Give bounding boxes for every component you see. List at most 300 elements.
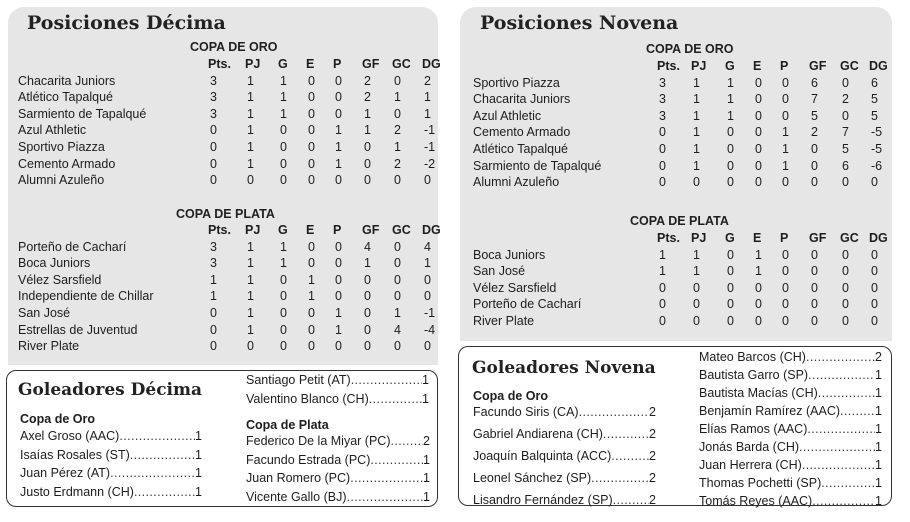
dot-leader	[130, 448, 195, 467]
table-cell: 1	[247, 123, 254, 138]
table-cell: 1	[727, 108, 734, 123]
table-cell: -5	[871, 125, 883, 140]
team-name: Independiente de Chillar	[18, 289, 154, 304]
scorer-name: Facundo Estrada (PC)	[246, 452, 371, 467]
column-header: P	[333, 223, 342, 237]
table-cell: 4	[364, 239, 371, 254]
scorer-name: Juan Herrera (CH)	[699, 458, 802, 472]
table-cell: 0	[693, 280, 700, 295]
team-name: Atlético Tapalqué	[18, 90, 113, 105]
scorer-goals: 1	[875, 368, 882, 382]
column-header: PJ	[691, 59, 707, 73]
table-cell: -1	[424, 123, 436, 138]
team-name: Alumni Azuleño	[18, 173, 105, 188]
dot-leader	[347, 490, 424, 509]
scorer-name: Vicente Gallo (BJ)	[246, 489, 347, 504]
scorer-goals: 2	[649, 471, 656, 485]
column-header: G	[725, 231, 735, 245]
table-row	[473, 264, 893, 281]
table-cell: 3	[210, 239, 217, 254]
table-cell: 1	[335, 139, 342, 154]
scorer-name: Benjamín Ramírez (AAC)	[699, 404, 841, 418]
table-cell: 2	[394, 123, 401, 138]
table-header-row	[473, 231, 893, 248]
table-cell: 4	[424, 239, 431, 254]
table-cell: 1	[210, 289, 217, 304]
table-cell: 0	[727, 247, 734, 262]
table-cell: 1	[280, 73, 287, 88]
table-cell: 0	[308, 239, 315, 254]
table-cell: -1	[424, 139, 436, 154]
table-cell: -4	[424, 322, 436, 337]
scorer-name: Tomás Reyes (AAC)	[699, 494, 813, 508]
table-cell: 0	[280, 156, 287, 171]
table-cell: -5	[871, 141, 883, 156]
table-cell: 0	[335, 256, 342, 271]
scorer-row	[246, 453, 430, 472]
table-cell: 1	[335, 322, 342, 337]
scorer-name: Santiago Petit (AT)	[246, 373, 351, 387]
table-row	[473, 314, 893, 331]
table-cell: 0	[394, 256, 401, 271]
table-cell: 0	[782, 92, 789, 107]
table-cell: 3	[210, 90, 217, 105]
dot-leader	[611, 449, 649, 471]
scorer-goals: 1	[875, 458, 882, 472]
team-name: Porteño de Cacharí	[18, 239, 127, 254]
table-row	[18, 173, 438, 190]
column-header: GF	[809, 231, 827, 245]
table-row	[18, 157, 438, 174]
team-name: River Plate	[18, 339, 80, 354]
table-cell: 1	[280, 239, 287, 254]
team-name: Cemento Armado	[473, 125, 571, 140]
table-cell: 2	[364, 73, 371, 88]
table-cell: 0	[424, 289, 431, 304]
table-cell: 0	[308, 73, 315, 88]
scorer-row	[20, 448, 202, 467]
table-cell: 0	[693, 297, 700, 312]
table-cell: 0	[727, 125, 734, 140]
novena-plata-table	[473, 231, 893, 331]
table-cell: 1	[247, 106, 254, 121]
table-cell: 0	[210, 156, 217, 171]
table-cell: 0	[871, 280, 878, 295]
table-cell: 0	[247, 173, 254, 188]
scorer-name: Federico De la Miyar (PC)	[246, 434, 391, 448]
scorer-goals: 1	[875, 440, 882, 454]
scorer-goals: 1	[875, 476, 882, 490]
table-cell: 0	[842, 313, 849, 328]
table-cell: 1	[782, 141, 789, 156]
scorer-row	[699, 404, 882, 422]
dot-leader	[603, 427, 649, 449]
scorer-name: Elías Ramos (AAC)	[699, 422, 808, 436]
table-cell: 0	[811, 158, 818, 173]
scorer-goals: 2	[649, 405, 656, 419]
table-cell: 0	[210, 305, 217, 320]
scorer-name: Facundo Siris (CA)	[473, 405, 579, 419]
table-cell: 1	[364, 106, 371, 121]
column-header: Pts.	[657, 231, 680, 245]
table-cell: 1	[247, 322, 254, 337]
scorer-row	[20, 429, 202, 448]
table-row	[18, 273, 438, 290]
table-cell: 0	[659, 141, 666, 156]
dot-leader	[812, 494, 875, 512]
team-name: San José	[18, 305, 71, 320]
table-cell: 0	[364, 305, 371, 320]
scorer-goals: 1	[875, 404, 882, 418]
table-row	[473, 248, 893, 265]
table-cell: 1	[280, 106, 287, 121]
table-cell: 0	[842, 75, 849, 90]
scorer-row	[246, 392, 429, 411]
table-cell: 2	[842, 92, 849, 107]
table-row	[473, 76, 893, 93]
table-cell: 0	[335, 73, 342, 88]
table-cell: 1	[364, 123, 371, 138]
table-cell: 0	[755, 92, 762, 107]
dot-leader	[821, 476, 875, 494]
scorer-goals: 2	[423, 434, 430, 448]
table-cell: 1	[755, 247, 762, 262]
table-cell: 0	[782, 264, 789, 279]
table-cell: 0	[755, 158, 762, 173]
table-cell: 0	[394, 73, 401, 88]
table-cell: 1	[424, 90, 431, 105]
team-name: Atlético Tapalqué	[473, 141, 568, 156]
table-cell: 7	[811, 92, 818, 107]
table-cell: 0	[782, 175, 789, 190]
dot-leader	[390, 434, 423, 453]
decima-oro-label: COPA DE ORO	[190, 40, 278, 54]
dot-leader	[579, 405, 649, 427]
table-cell: 0	[727, 297, 734, 312]
dot-leader	[350, 471, 423, 490]
dot-leader	[369, 392, 422, 411]
table-cell: 5	[871, 92, 878, 107]
novena-scorers-oro-label: Copa de Oro	[473, 389, 549, 403]
table-cell: 6	[811, 75, 818, 90]
scorer-goals: 2	[649, 493, 656, 507]
table-cell: 0	[424, 339, 431, 354]
table-cell: 0	[811, 247, 818, 262]
table-cell: 0	[364, 339, 371, 354]
column-header: DG	[869, 231, 888, 245]
scorer-row	[246, 373, 429, 392]
table-cell: 1	[659, 264, 666, 279]
column-header: PJ	[691, 231, 707, 245]
table-cell: 0	[842, 108, 849, 123]
team-name: Cemento Armado	[18, 156, 116, 171]
table-cell: 1	[394, 305, 401, 320]
novena-plata-label: COPA DE PLATA	[630, 214, 729, 228]
table-row	[18, 90, 438, 107]
table-cell: 0	[727, 313, 734, 328]
table-cell: 0	[842, 280, 849, 295]
scorer-name: Lisandro Fernández (SP)	[473, 493, 613, 507]
scorer-goals: 1	[195, 447, 202, 462]
table-cell: 1	[364, 256, 371, 271]
scorer-goals: 1	[423, 471, 430, 486]
table-row	[18, 289, 438, 306]
column-header: GF	[362, 223, 380, 237]
table-cell: 0	[727, 175, 734, 190]
scorer-name: Jonás Barda (CH)	[699, 440, 800, 454]
scorer-goals: 2	[649, 427, 656, 441]
table-cell: 0	[659, 313, 666, 328]
scorer-goals: 1	[875, 422, 882, 436]
table-cell: 0	[308, 90, 315, 105]
table-cell: 0	[280, 339, 287, 354]
table-cell: 0	[308, 305, 315, 320]
table-cell: 0	[394, 289, 401, 304]
table-cell: -6	[871, 158, 883, 173]
table-cell: 1	[782, 125, 789, 140]
team-name: Boca Juniors	[473, 247, 546, 262]
dot-leader	[840, 404, 875, 422]
table-cell: 0	[871, 313, 878, 328]
table-cell: 0	[871, 247, 878, 262]
table-row	[18, 74, 438, 91]
table-cell: 0	[424, 173, 431, 188]
table-header-row	[473, 59, 893, 76]
table-row	[18, 306, 438, 323]
table-cell: 1	[247, 90, 254, 105]
scorer-name: Bautista Macías (CH)	[699, 386, 818, 400]
scorer-name: Leonel Sánchez (SP)	[473, 471, 592, 485]
team-name: Alumni Azuleño	[473, 175, 560, 190]
table-cell: 6	[871, 75, 878, 90]
column-header: GC	[840, 231, 859, 245]
table-cell: 0	[364, 272, 371, 287]
scorer-name: Juan Pérez (AT)	[20, 466, 111, 481]
scorer-goals: 1	[195, 466, 202, 481]
table-row	[473, 92, 893, 109]
table-cell: 0	[210, 322, 217, 337]
table-cell: 0	[280, 123, 287, 138]
table-cell: 1	[247, 156, 254, 171]
table-cell: 1	[424, 256, 431, 271]
table-cell: 0	[364, 156, 371, 171]
table-row	[473, 159, 893, 176]
table-row	[18, 140, 438, 157]
table-cell: 0	[782, 297, 789, 312]
table-cell: 0	[364, 289, 371, 304]
table-cell: 0	[308, 173, 315, 188]
table-cell: 7	[842, 125, 849, 140]
table-row	[473, 281, 893, 298]
table-cell: 1	[335, 156, 342, 171]
team-name: Chacarita Juniors	[473, 92, 571, 107]
column-header: DG	[422, 57, 441, 71]
column-header: PJ	[245, 57, 261, 71]
column-header: GC	[392, 223, 411, 237]
scorer-goals: 1	[875, 494, 882, 508]
table-row	[473, 125, 893, 142]
scorer-goals: 1	[422, 373, 429, 387]
table-cell: 0	[335, 289, 342, 304]
table-cell: 1	[693, 108, 700, 123]
table-cell: 0	[308, 156, 315, 171]
table-cell: 0	[210, 339, 217, 354]
table-cell: 0	[659, 125, 666, 140]
table-cell: 0	[811, 313, 818, 328]
table-cell: 3	[659, 92, 666, 107]
decima-scorers-top-right	[246, 373, 429, 410]
dot-leader	[613, 493, 649, 515]
column-header: GF	[362, 57, 380, 71]
table-cell: 0	[364, 139, 371, 154]
dot-leader	[591, 471, 649, 493]
decima-scorers-oro	[20, 429, 202, 503]
table-cell: 0	[394, 173, 401, 188]
table-cell: 0	[247, 339, 254, 354]
novena-scorers-oro	[473, 405, 656, 515]
dot-leader	[119, 429, 195, 448]
table-cell: 3	[210, 106, 217, 121]
table-cell: 0	[842, 264, 849, 279]
table-cell: 0	[727, 141, 734, 156]
scorer-goals: 2	[875, 350, 882, 364]
dot-leader	[807, 422, 875, 440]
table-cell: 1	[394, 139, 401, 154]
table-cell: 0	[727, 158, 734, 173]
table-cell: 0	[659, 280, 666, 295]
table-cell: 1	[693, 158, 700, 173]
table-cell: -1	[424, 305, 436, 320]
table-cell: 1	[247, 73, 254, 88]
dot-leader	[802, 458, 875, 476]
table-cell: 1	[727, 75, 734, 90]
table-row	[18, 323, 438, 340]
team-name: Boca Juniors	[18, 256, 91, 271]
novena-scorers-right	[699, 350, 882, 512]
dot-leader	[808, 368, 875, 386]
dot-leader	[370, 453, 423, 472]
team-name: Porteño de Cacharí	[473, 297, 582, 312]
table-cell: 0	[308, 339, 315, 354]
team-name: Vélez Sarsfield	[473, 280, 557, 295]
scorer-name: Juan Romero (PC)	[246, 471, 351, 486]
scorer-row	[246, 490, 430, 509]
table-cell: 0	[842, 175, 849, 190]
scorer-row	[699, 350, 882, 368]
table-cell: 1	[280, 256, 287, 271]
scorer-row	[246, 471, 430, 490]
dot-leader	[818, 386, 875, 404]
table-row	[473, 175, 893, 192]
team-name: Vélez Sarsfield	[18, 272, 102, 287]
table-row	[18, 256, 438, 273]
column-header: GF	[809, 59, 827, 73]
table-cell: 0	[782, 247, 789, 262]
scorer-row	[699, 494, 882, 512]
table-cell: 0	[755, 75, 762, 90]
scorer-row	[20, 466, 202, 485]
table-cell: 0	[727, 280, 734, 295]
team-name: Sportivo Piazza	[473, 75, 560, 90]
scorer-name: Gabriel Andiarena (CH)	[473, 427, 603, 441]
table-cell: 0	[782, 108, 789, 123]
table-cell: 1	[335, 305, 342, 320]
table-cell: 0	[659, 175, 666, 190]
table-cell: 0	[280, 272, 287, 287]
table-cell: 0	[811, 297, 818, 312]
scorer-goals: 1	[423, 452, 430, 467]
novena-oro-label: COPA DE ORO	[646, 42, 734, 56]
table-row	[473, 142, 893, 159]
scorer-row	[699, 458, 882, 476]
column-header: E	[306, 57, 315, 71]
scorer-row	[20, 485, 202, 504]
scorer-row	[246, 434, 430, 453]
column-header: GC	[392, 57, 411, 71]
table-cell: 0	[280, 289, 287, 304]
table-cell: 1	[693, 247, 700, 262]
table-cell: 1	[693, 92, 700, 107]
table-cell: 5	[871, 108, 878, 123]
scorer-name: Thomas Pochetti (SP)	[699, 476, 822, 490]
dot-leader	[351, 373, 422, 392]
table-cell: 1	[755, 264, 762, 279]
table-cell: 0	[308, 139, 315, 154]
scorer-goals: 1	[195, 484, 202, 499]
column-header: E	[753, 59, 762, 73]
column-header: GC	[840, 59, 859, 73]
goleadores-decima-title: Goleadores Décima	[18, 380, 203, 400]
decima-plata-table	[18, 223, 441, 356]
table-cell: 0	[394, 272, 401, 287]
table-cell: 0	[755, 280, 762, 295]
scorer-row	[473, 405, 656, 427]
column-header: Pts.	[208, 223, 231, 237]
table-cell: 3	[210, 73, 217, 88]
table-cell: 0	[811, 141, 818, 156]
scorer-goals: 2	[649, 449, 656, 463]
table-cell: 0	[782, 75, 789, 90]
scorer-row	[473, 493, 656, 515]
table-cell: 1	[247, 289, 254, 304]
dot-leader	[110, 466, 195, 485]
table-cell: 0	[308, 123, 315, 138]
table-cell: 0	[335, 173, 342, 188]
posiciones-decima-title: Posiciones Décima	[27, 12, 226, 34]
column-header: Pts.	[657, 59, 680, 73]
table-cell: 0	[782, 313, 789, 328]
team-name: Azul Athletic	[473, 108, 542, 123]
table-cell: 1	[280, 90, 287, 105]
table-cell: 1	[693, 125, 700, 140]
column-header: DG	[869, 59, 888, 73]
table-cell: 0	[308, 256, 315, 271]
table-cell: 1	[693, 141, 700, 156]
scorer-row	[699, 440, 882, 458]
column-header: G	[278, 57, 288, 71]
team-name: Sarmiento de Tapalqué	[473, 158, 602, 173]
decima-plata-label: COPA DE PLATA	[176, 207, 275, 221]
table-cell: 1	[424, 106, 431, 121]
dot-leader	[134, 485, 195, 504]
table-cell: 0	[811, 264, 818, 279]
table-cell: 0	[755, 108, 762, 123]
table-cell: 1	[308, 289, 315, 304]
table-cell: 0	[811, 280, 818, 295]
table-cell: 0	[308, 322, 315, 337]
table-cell: 0	[335, 90, 342, 105]
table-cell: 0	[394, 239, 401, 254]
